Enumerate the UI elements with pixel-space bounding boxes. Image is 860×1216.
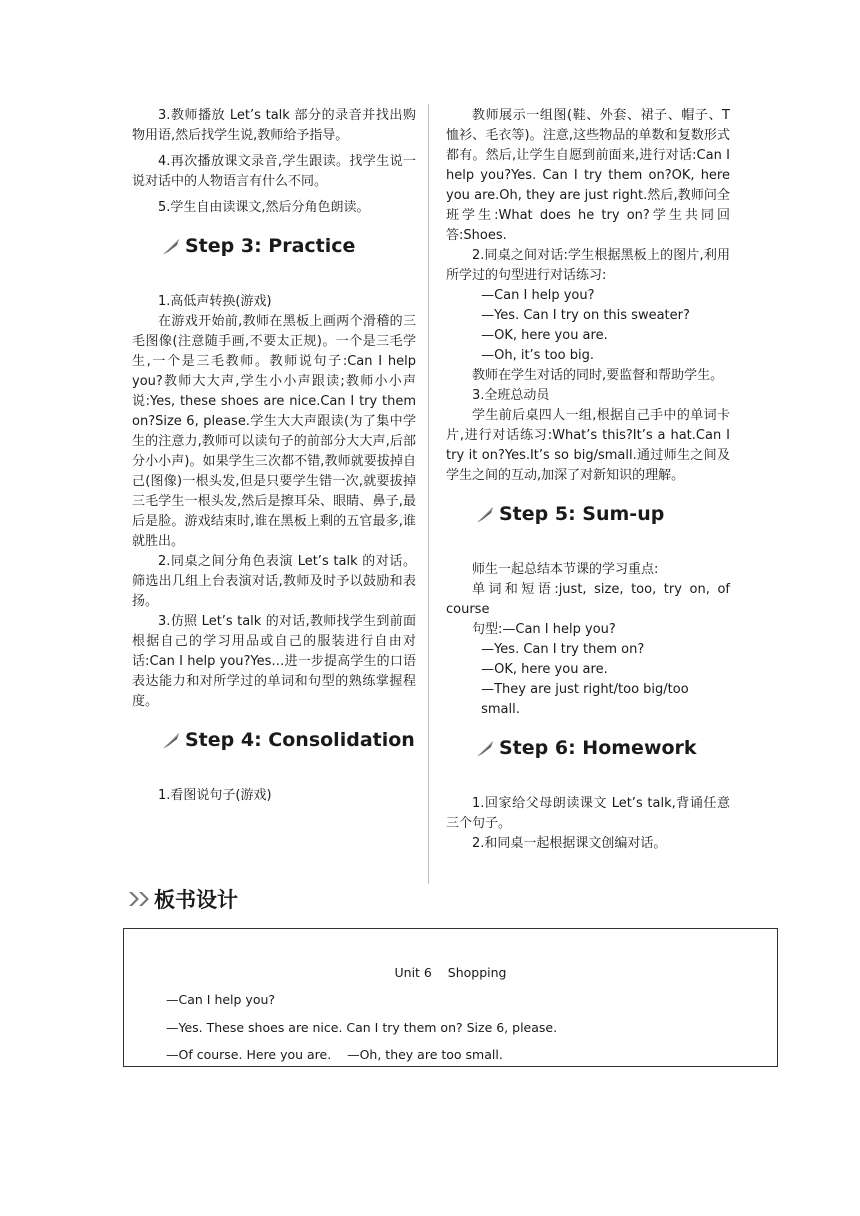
dialogue-line: —Can I help you?	[481, 288, 595, 303]
dialogue-line: —Oh, it’s too big.	[481, 348, 594, 363]
column-divider	[428, 104, 429, 884]
right-column	[446, 106, 730, 854]
dialogue-line: —OK, here you are.	[481, 662, 608, 677]
paragraph: 在游戏开始前,教师在黑板上画两个滑稽的三毛图像(注意随手画,不要太正规)。一个是三毛学生,一个是三毛教师。教师说句子:Can I help you?教师大大声,学生小小声跟读;教师小小声说:Yes, these shoes are nice.Can I try them on?Size 6, please.学生大大声跟读(为了集中学生的注意力,教师可以读句子的前部分大大声,后部分小小声)。如果学生三次都不错,教师就要拔掉自己(图像)一根头发,但是只要学生错一次,就要拔掉三毛学生一根头发,然后是擦耳朵、眼睛、鼻子,最后是脸。游戏结束时,谁在黑板上剩的五官最多,谁就胜出。	[132, 314, 416, 549]
left-column	[132, 106, 416, 806]
step-heading: Step 6: Homework	[476, 738, 730, 758]
paragraph: 2.同桌之间分角色表演 Let’s talk 的对话。筛选出几组上台表演对话,教师及时予以鼓励和表扬。	[132, 554, 416, 609]
paragraph: 1.回家给父母朗读课文 Let’s talk,背诵任意三个句子。	[446, 796, 730, 831]
paragraph: 教师在学生对话的同时,要监督和帮助学生。	[472, 368, 724, 383]
paragraph: 学生前后桌四人一组,根据自己手中的单词卡片,进行对话练习:What’s this?It’s a hat.Can I try it on?Yes.It’s so big/small.通过师生之间及学生之间的互动,加深了对新知识的理解。	[446, 408, 730, 483]
paragraph: 1.看图说句子(游戏)	[158, 788, 272, 803]
dialogue-line: —OK, here you are.	[481, 328, 608, 343]
board-line: —Of course. Here you are. —Oh, they are too small.	[166, 1047, 503, 1062]
paragraph: 3.教师播放 Let’s talk 部分的录音并找出购物用语,然后找学生说,教师给予指导。	[132, 108, 416, 143]
board-line: —Can I help you?	[166, 992, 276, 1007]
quill-icon	[476, 738, 496, 758]
paragraph: 1.高低声转换(游戏)	[158, 294, 272, 309]
paragraph: 单词和短语:just, size, too, try on, of course	[446, 582, 730, 617]
paragraph: 5.学生自由读课文,然后分角色朗读。	[158, 200, 370, 215]
paragraph: 教师展示一组图(鞋、外套、裙子、帽子、T 恤衫、毛衣等)。注意,这些物品的单数和复数形式都有。然后,让学生自愿到前面来,进行对话:Can I help you?Yes. Can I try them on?OK, here you are.Oh, they are just right.然后,教师问全班学生:What does he try on?学生共同回答:Shoes.	[446, 108, 730, 243]
paragraph: 3.仿照 Let’s talk 的对话,教师找学生到前面根据自己的学习用品或自己的服装进行自由对话:Can I help you?Yes…进一步提高学生的口语表达能力和对所学过的单词和句型的熟练掌握程度。	[132, 614, 416, 709]
paragraph: 句型:—Can I help you?	[472, 622, 616, 637]
board-design-box	[123, 928, 778, 1067]
step-heading: Step 4: Consolidation	[162, 730, 416, 750]
dialogue-line: —Yes. Can I try on this sweater?	[481, 308, 690, 323]
dialogue-line: —They are just right/too big/too small.	[481, 682, 689, 717]
board-design-heading: 板书设计	[128, 884, 238, 914]
paragraph: 3.全班总动员	[472, 388, 550, 403]
paragraph: 2.和同桌一起根据课文创编对话。	[472, 836, 667, 851]
step-heading: Step 3: Practice	[162, 236, 416, 256]
dialogue-line: —Yes. Can I try them on?	[481, 642, 645, 657]
quill-icon	[476, 504, 496, 524]
quill-icon	[162, 730, 182, 750]
paragraph: 2.同桌之间对话:学生根据黑板上的图片,利用所学过的句型进行对话练习:	[446, 248, 730, 283]
board-title: Unit 6 Shopping	[394, 965, 507, 980]
quill-icon	[162, 236, 182, 256]
double-chevron-icon	[128, 890, 152, 908]
step-heading: Step 5: Sum-up	[476, 504, 730, 524]
paragraph: 师生一起总结本节课的学习重点:	[472, 562, 659, 577]
board-line: —Yes. These shoes are nice. Can I try them on? Size 6, please.	[166, 1020, 558, 1035]
paragraph: 4.再次播放课文录音,学生跟读。找学生说一说对话中的人物语言有什么不同。	[132, 154, 416, 189]
